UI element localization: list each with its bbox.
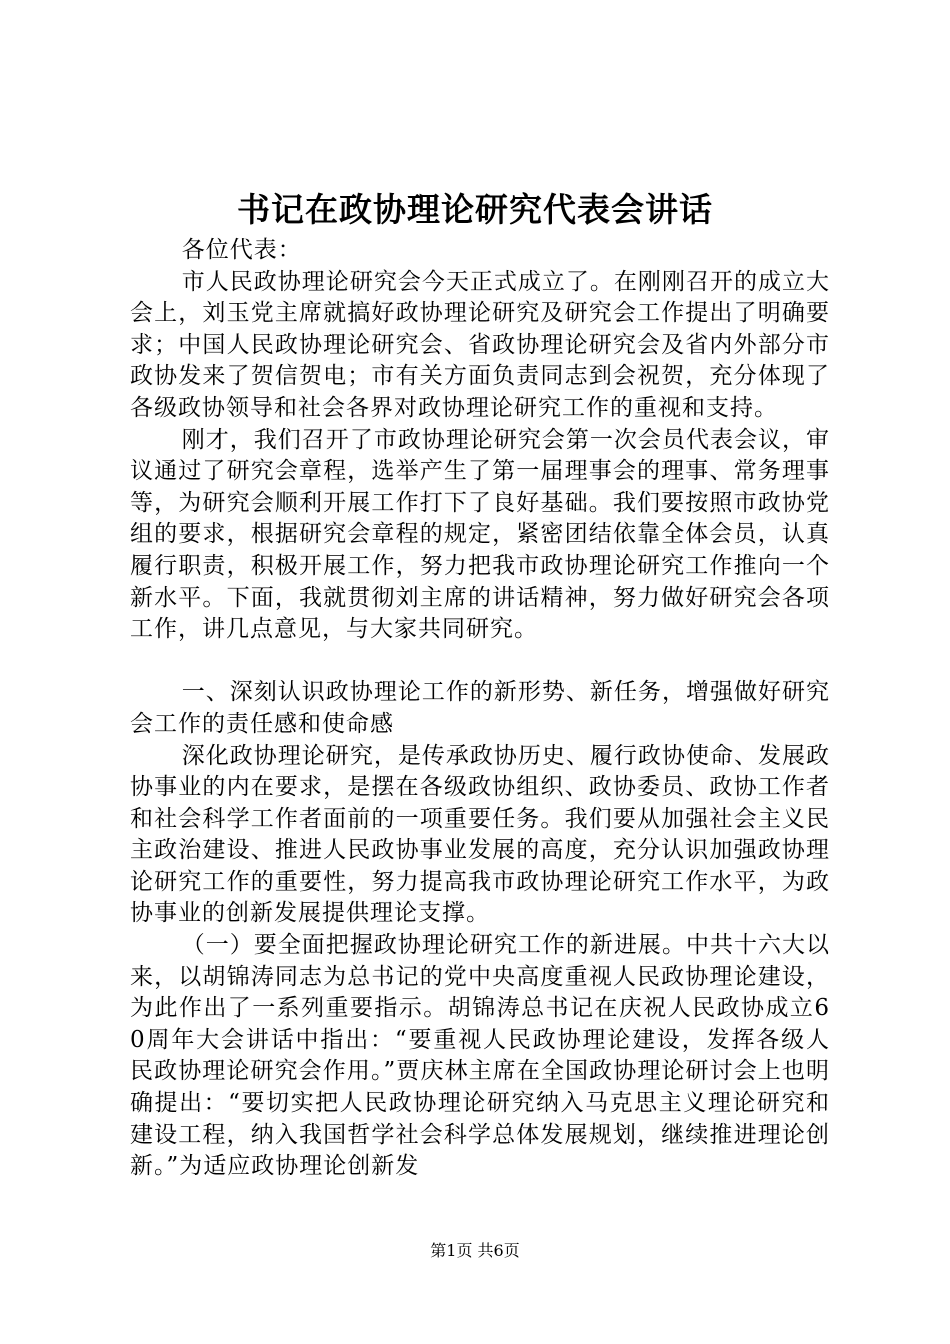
body-paragraph: 市人民政协理论研究会今天正式成立了。在刚刚召开的成立大会上，刘玉党主席就搞好政协理论研究及研究会工作提出了明确要求；中国人民政协理论研究会、省政协理论研究会及省内外部分市政协发来了贺信贺电；市有关方面负责同志到会祝贺，充分体现了各级政协领导和社会各界对政协理论研究工作的重视和支持。 — [130, 268, 830, 421]
subsection-paragraph: （一）要全面把握政协理论研究工作的新进展。中共十六大以来，以胡锦涛同志为总书记的党中央高度重视人民政协理论建设，为此作出了一系列重要指示。胡锦涛总书记在庆祝人民政协成立60周年大会讲话中指出：“要重视人民政协理论建设，发挥各级人民政协理论研究会作用。”贾庆林主席在全国政协理论研讨会上也明确提出：“要切实把人民政协理论研究纳入马克思主义理论研究和建设工程，纳入我国哲学社会科学总体发展规划，继续推进理论创新。”为适应政协理论创新发 — [130, 932, 830, 1180]
body-paragraph: 刚才，我们召开了市政协理论研究会第一次会员代表会议，审议通过了研究会章程，选举产生了第一届理事会的理事、常务理事等，为研究会顺利开展工作打下了良好基础。我们要按照市政协党组的要求，根据研究会章程的规定，紧密团结依靠全体会员，认真履行职责，积极开展工作，努力把我市政协理论研究工作推向一个新水平。下面，我就贯彻刘主席的讲话精神，努力做好研究会各项工作，讲几点意见，与大家共同研究。 — [130, 426, 830, 643]
salutation-paragraph: 各位代表： — [181, 237, 302, 263]
section-heading: 一、深刻认识政协理论工作的新形势、新任务，增强做好研究会工作的责任感和使命感 — [130, 679, 830, 737]
document-body — [130, 235, 830, 1183]
page-footer: 第1页 共6页 — [430, 1241, 520, 1260]
blank-line — [130, 646, 830, 678]
document-title: 书记在政协理论研究代表会讲话 — [237, 190, 713, 229]
body-paragraph: 深化政协理论研究，是传承政协历史、履行政协使命、发展政协事业的内在要求，是摆在各级政协组织、政协委员、政协工作者和社会科学工作者面前的一项重要任务。我们要从加强社会主义民主政治建设、推进人民政协事业发展的高度，充分认识加强政协理论研究工作的重要性，努力提高我市政协理论研究工作水平，为政协事业的创新发展提供理论支撑。 — [130, 742, 830, 927]
